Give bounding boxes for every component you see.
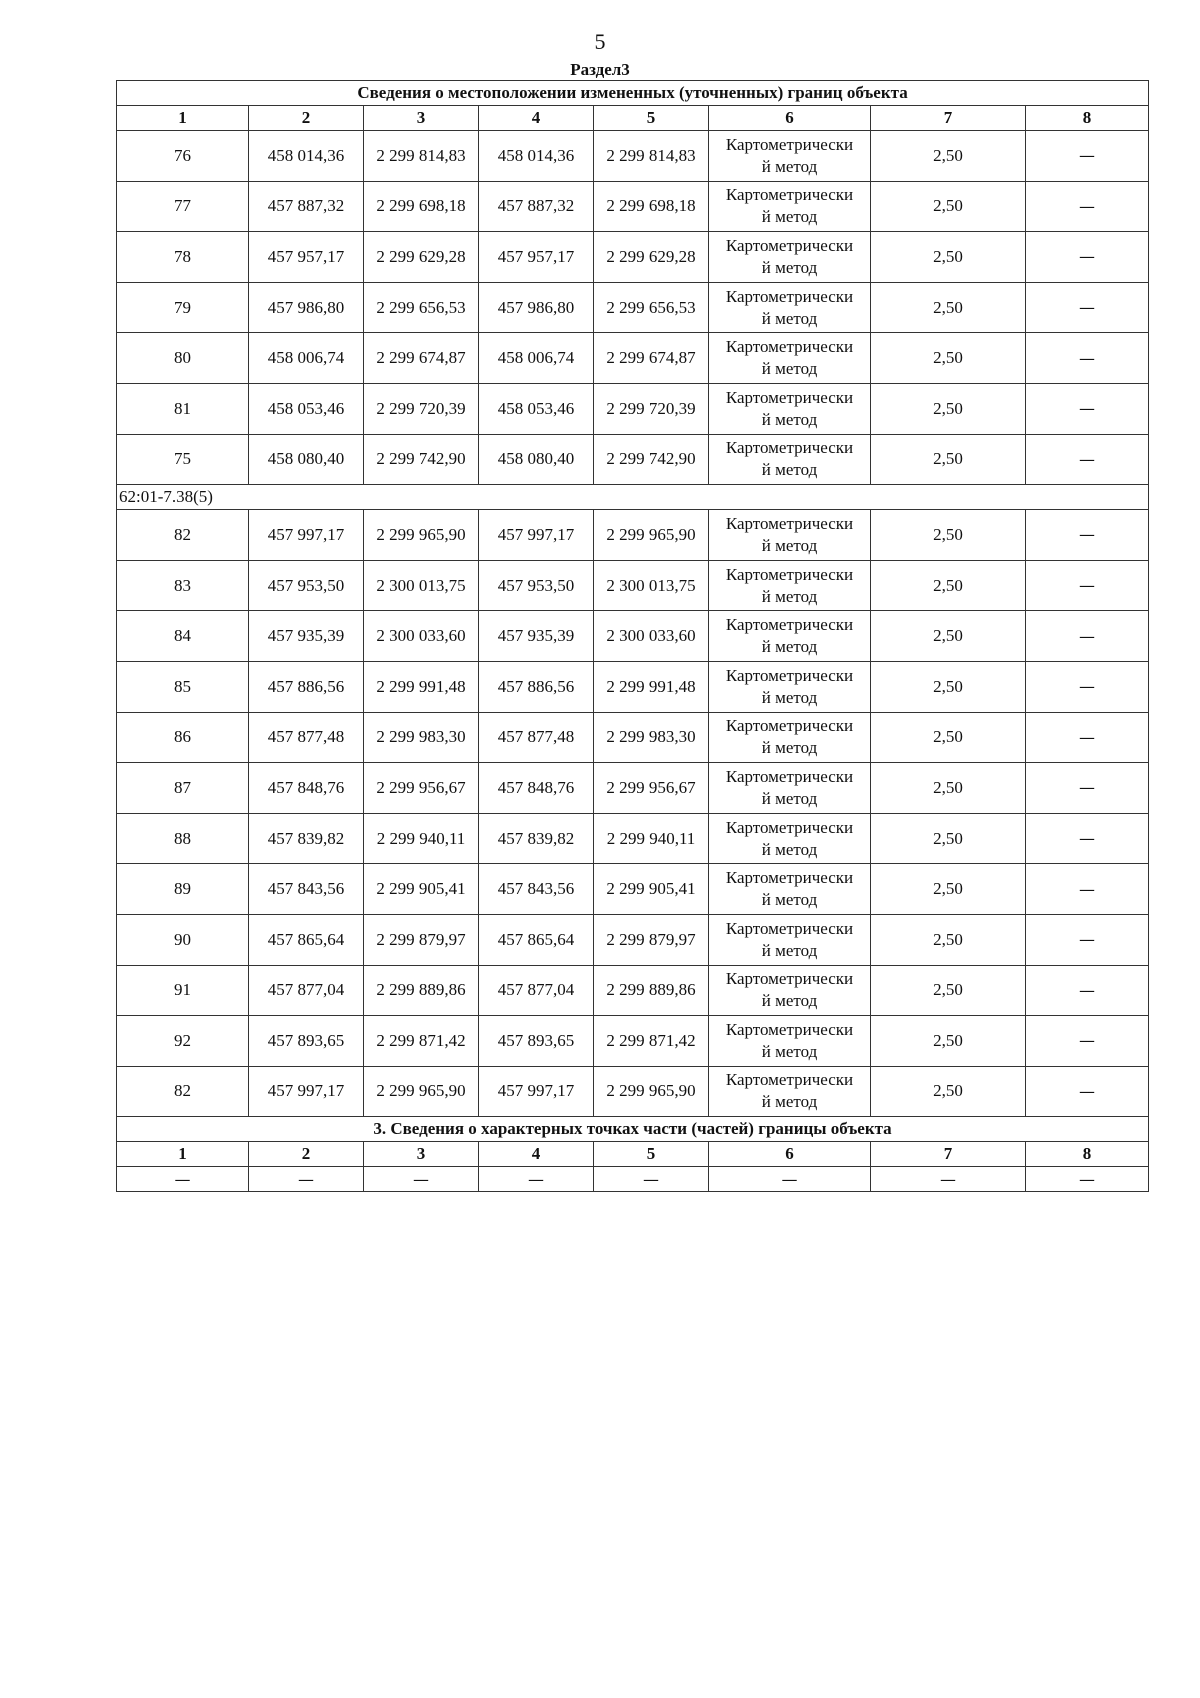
method-text-line1: Картометрически — [725, 387, 854, 407]
y-old: 2 299 656,53 — [364, 282, 479, 333]
table-row — [117, 965, 1149, 1016]
accuracy: 2,50 — [871, 712, 1026, 763]
y-old: 2 299 698,18 — [364, 181, 479, 232]
y-old: 2 299 965,90 — [364, 1066, 479, 1117]
contour-label: 62:01-7.38(5) — [117, 485, 1149, 510]
method-text-line2: й метод — [761, 308, 818, 328]
method-text-line1: Картометрически — [725, 235, 854, 255]
x-old: 457 843,56 — [249, 864, 364, 915]
y-new: 2 299 871,42 — [594, 1016, 709, 1067]
point-number: 85 — [117, 661, 249, 712]
method-cell — [709, 560, 871, 611]
method-cell — [709, 661, 871, 712]
table-row — [117, 661, 1149, 712]
method-cell — [709, 131, 871, 182]
method-cell — [709, 763, 871, 814]
y-old: 2 300 013,75 — [364, 560, 479, 611]
contour-label-row — [117, 485, 1149, 510]
point-number: 87 — [117, 763, 249, 814]
x-old: 458 014,36 — [249, 131, 364, 182]
x-new: 457 886,56 — [479, 661, 594, 712]
description: — — [1026, 1016, 1149, 1067]
x-old: 457 865,64 — [249, 914, 364, 965]
point-number: 82 — [117, 1066, 249, 1117]
column-header: 3 — [364, 106, 479, 131]
method-cell — [709, 1066, 871, 1117]
table-row — [117, 864, 1149, 915]
x-old: 457 877,48 — [249, 712, 364, 763]
method-cell — [709, 712, 871, 763]
column-header: 6 — [709, 1142, 871, 1167]
column-header: 5 — [594, 1142, 709, 1167]
description: — — [1026, 181, 1149, 232]
x-new: 458 053,46 — [479, 383, 594, 434]
y-old: 2 299 940,11 — [364, 813, 479, 864]
description: — — [1026, 914, 1149, 965]
method-text-line1: Картометрически — [725, 615, 854, 635]
y-new: 2 299 814,83 — [594, 131, 709, 182]
accuracy: 2,50 — [871, 383, 1026, 434]
empty-cell: — — [871, 1167, 1026, 1192]
method-text-line1: Картометрически — [725, 665, 854, 685]
description: — — [1026, 282, 1149, 333]
x-new: 457 848,76 — [479, 763, 594, 814]
point-number: 89 — [117, 864, 249, 915]
x-new: 457 887,32 — [479, 181, 594, 232]
method-text-line1: Картометрически — [725, 817, 854, 837]
table-row — [117, 232, 1149, 283]
accuracy: 2,50 — [871, 914, 1026, 965]
method-cell — [709, 914, 871, 965]
y-old: 2 299 956,67 — [364, 763, 479, 814]
method-cell — [709, 333, 871, 384]
column-header: 6 — [709, 106, 871, 131]
point-number: 80 — [117, 333, 249, 384]
y-new: 2 299 991,48 — [594, 661, 709, 712]
y-new: 2 299 656,53 — [594, 282, 709, 333]
y-old: 2 299 889,86 — [364, 965, 479, 1016]
y-new: 2 299 674,87 — [594, 333, 709, 384]
method-cell — [709, 510, 871, 561]
accuracy: 2,50 — [871, 181, 1026, 232]
method-cell — [709, 434, 871, 485]
accuracy: 2,50 — [871, 1016, 1026, 1067]
method-cell — [709, 1016, 871, 1067]
description: — — [1026, 1066, 1149, 1117]
point-number: 83 — [117, 560, 249, 611]
y-new: 2 299 905,41 — [594, 864, 709, 915]
method-text-line1: Картометрически — [725, 1070, 854, 1090]
x-new: 457 997,17 — [479, 510, 594, 561]
point-number: 76 — [117, 131, 249, 182]
method-text-line2: й метод — [761, 207, 818, 227]
method-text-line1: Картометрически — [725, 185, 854, 205]
x-old: 457 935,39 — [249, 611, 364, 662]
x-old: 458 053,46 — [249, 383, 364, 434]
method-text-line1: Картометрически — [725, 868, 854, 888]
y-old: 2 299 814,83 — [364, 131, 479, 182]
column-header: 4 — [479, 1142, 594, 1167]
column-header: 1 — [117, 106, 249, 131]
empty-cell: — — [1026, 1167, 1149, 1192]
section3-header-row — [117, 1142, 1149, 1167]
method-text-line2: й метод — [761, 839, 818, 859]
point-number: 78 — [117, 232, 249, 283]
table-row — [117, 181, 1149, 232]
y-old: 2 299 983,30 — [364, 712, 479, 763]
empty-cell: — — [594, 1167, 709, 1192]
method-cell — [709, 383, 871, 434]
column-header: 5 — [594, 106, 709, 131]
method-text-line2: й метод — [761, 991, 818, 1011]
method-text-line2: й метод — [761, 940, 818, 960]
y-old: 2 299 629,28 — [364, 232, 479, 283]
table-caption-row — [117, 81, 1149, 106]
x-old: 457 877,04 — [249, 965, 364, 1016]
method-text-line2: й метод — [761, 1041, 818, 1061]
method-text-line2: й метод — [761, 156, 818, 176]
y-new: 2 299 742,90 — [594, 434, 709, 485]
y-new: 2 299 879,97 — [594, 914, 709, 965]
description: — — [1026, 661, 1149, 712]
method-text-line1: Картометрически — [725, 564, 854, 584]
x-old: 457 953,50 — [249, 560, 364, 611]
table-row — [117, 712, 1149, 763]
table-row — [117, 611, 1149, 662]
method-cell — [709, 864, 871, 915]
empty-cell: — — [249, 1167, 364, 1192]
accuracy: 2,50 — [871, 434, 1026, 485]
x-new: 457 839,82 — [479, 813, 594, 864]
table-caption: Сведения о местоположении измененных (уточненных) границ объекта — [117, 81, 1149, 106]
y-new: 2 299 965,90 — [594, 1066, 709, 1117]
table-row — [117, 560, 1149, 611]
table-row — [117, 383, 1149, 434]
point-number: 82 — [117, 510, 249, 561]
table-row — [117, 434, 1149, 485]
table-body — [117, 81, 1149, 1192]
point-number: 91 — [117, 965, 249, 1016]
section3-caption: 3. Сведения о характерных точках части (частей) границы объекта — [117, 1117, 1149, 1142]
method-cell — [709, 965, 871, 1016]
accuracy: 2,50 — [871, 864, 1026, 915]
description: — — [1026, 712, 1149, 763]
description: — — [1026, 560, 1149, 611]
method-text-line2: й метод — [761, 637, 818, 657]
description: — — [1026, 965, 1149, 1016]
y-old: 2 300 033,60 — [364, 611, 479, 662]
point-number: 75 — [117, 434, 249, 485]
x-new: 457 953,50 — [479, 560, 594, 611]
accuracy: 2,50 — [871, 333, 1026, 384]
y-old: 2 299 720,39 — [364, 383, 479, 434]
y-new: 2 300 033,60 — [594, 611, 709, 662]
x-new: 457 935,39 — [479, 611, 594, 662]
description: — — [1026, 813, 1149, 864]
table-row — [117, 131, 1149, 182]
y-new: 2 299 956,67 — [594, 763, 709, 814]
point-number: 81 — [117, 383, 249, 434]
accuracy: 2,50 — [871, 611, 1026, 662]
x-new: 457 893,65 — [479, 1016, 594, 1067]
point-number: 86 — [117, 712, 249, 763]
x-old: 457 893,65 — [249, 1016, 364, 1067]
accuracy: 2,50 — [871, 131, 1026, 182]
section3-caption-row — [117, 1117, 1149, 1142]
y-old: 2 299 905,41 — [364, 864, 479, 915]
method-text-line1: Картометрически — [725, 969, 854, 989]
table-row — [117, 813, 1149, 864]
accuracy: 2,50 — [871, 813, 1026, 864]
x-new: 457 843,56 — [479, 864, 594, 915]
method-text-line1: Картометрически — [725, 918, 854, 938]
empty-cell: — — [709, 1167, 871, 1192]
method-cell — [709, 181, 871, 232]
accuracy: 2,50 — [871, 282, 1026, 333]
table-row — [117, 510, 1149, 561]
y-old: 2 299 991,48 — [364, 661, 479, 712]
method-text-line2: й метод — [761, 460, 818, 480]
x-old: 457 957,17 — [249, 232, 364, 283]
x-new: 458 006,74 — [479, 333, 594, 384]
accuracy: 2,50 — [871, 1066, 1026, 1117]
column-header: 8 — [1026, 1142, 1149, 1167]
accuracy: 2,50 — [871, 560, 1026, 611]
accuracy: 2,50 — [871, 510, 1026, 561]
empty-cell: — — [117, 1167, 249, 1192]
y-old: 2 299 871,42 — [364, 1016, 479, 1067]
table-row — [117, 1066, 1149, 1117]
column-header-row — [117, 106, 1149, 131]
x-old: 458 080,40 — [249, 434, 364, 485]
method-text-line1: Картометрически — [725, 513, 854, 533]
method-cell — [709, 282, 871, 333]
x-old: 457 997,17 — [249, 510, 364, 561]
x-old: 457 839,82 — [249, 813, 364, 864]
empty-cell: — — [364, 1167, 479, 1192]
column-header: 7 — [871, 106, 1026, 131]
y-old: 2 299 965,90 — [364, 510, 479, 561]
boundary-points-table — [116, 80, 1149, 1192]
x-new: 457 865,64 — [479, 914, 594, 965]
x-old: 457 848,76 — [249, 763, 364, 814]
accuracy: 2,50 — [871, 763, 1026, 814]
method-cell — [709, 813, 871, 864]
method-text-line2: й метод — [761, 890, 818, 910]
page-number: 5 — [594, 29, 606, 54]
column-header: 8 — [1026, 106, 1149, 131]
column-header: 2 — [249, 106, 364, 131]
column-header: 2 — [249, 1142, 364, 1167]
point-number: 90 — [117, 914, 249, 965]
y-old: 2 299 674,87 — [364, 333, 479, 384]
y-new: 2 299 940,11 — [594, 813, 709, 864]
x-old: 458 006,74 — [249, 333, 364, 384]
table-row — [117, 282, 1149, 333]
method-text-line2: й метод — [761, 535, 818, 555]
table-row — [117, 763, 1149, 814]
method-text-line1: Картометрически — [725, 766, 854, 786]
description: — — [1026, 434, 1149, 485]
description: — — [1026, 232, 1149, 283]
x-old: 457 997,17 — [249, 1066, 364, 1117]
table-row — [117, 914, 1149, 965]
method-text-line2: й метод — [761, 1092, 818, 1112]
method-text-line1: Картометрически — [725, 1019, 854, 1039]
method-text-line2: й метод — [761, 687, 818, 707]
y-new: 2 299 983,30 — [594, 712, 709, 763]
description: — — [1026, 383, 1149, 434]
method-text-line2: й метод — [761, 738, 818, 758]
y-new: 2 300 013,75 — [594, 560, 709, 611]
x-old: 457 986,80 — [249, 282, 364, 333]
point-number: 88 — [117, 813, 249, 864]
method-text-line2: й метод — [761, 788, 818, 808]
x-new: 457 986,80 — [479, 282, 594, 333]
section-title: Раздел3 — [570, 60, 630, 79]
accuracy: 2,50 — [871, 661, 1026, 712]
x-new: 458 014,36 — [479, 131, 594, 182]
y-new: 2 299 965,90 — [594, 510, 709, 561]
method-text-line2: й метод — [761, 257, 818, 277]
y-new: 2 299 698,18 — [594, 181, 709, 232]
method-text-line1: Картометрически — [725, 134, 854, 154]
method-cell — [709, 611, 871, 662]
x-old: 457 887,32 — [249, 181, 364, 232]
description: — — [1026, 864, 1149, 915]
method-text-line1: Картометрически — [725, 286, 854, 306]
x-new: 458 080,40 — [479, 434, 594, 485]
accuracy: 2,50 — [871, 965, 1026, 1016]
table-row — [117, 333, 1149, 384]
section3-empty-row — [117, 1167, 1149, 1192]
empty-cell: — — [479, 1167, 594, 1192]
method-text-line1: Картометрически — [725, 716, 854, 736]
point-number: 79 — [117, 282, 249, 333]
description: — — [1026, 763, 1149, 814]
description: — — [1026, 131, 1149, 182]
column-header: 4 — [479, 106, 594, 131]
column-header: 7 — [871, 1142, 1026, 1167]
method-text-line1: Картометрически — [725, 438, 854, 458]
x-new: 457 957,17 — [479, 232, 594, 283]
y-old: 2 299 742,90 — [364, 434, 479, 485]
table-row — [117, 1016, 1149, 1067]
point-number: 84 — [117, 611, 249, 662]
y-old: 2 299 879,97 — [364, 914, 479, 965]
y-new: 2 299 720,39 — [594, 383, 709, 434]
method-cell — [709, 232, 871, 283]
y-new: 2 299 889,86 — [594, 965, 709, 1016]
method-text-line2: й метод — [761, 359, 818, 379]
description: — — [1026, 611, 1149, 662]
point-number: 77 — [117, 181, 249, 232]
method-text-line2: й метод — [761, 409, 818, 429]
x-old: 457 886,56 — [249, 661, 364, 712]
y-new: 2 299 629,28 — [594, 232, 709, 283]
point-number: 92 — [117, 1016, 249, 1067]
method-text-line1: Картометрически — [725, 337, 854, 357]
accuracy: 2,50 — [871, 232, 1026, 283]
method-text-line2: й метод — [761, 586, 818, 606]
description: — — [1026, 510, 1149, 561]
description: — — [1026, 333, 1149, 384]
x-new: 457 877,04 — [479, 965, 594, 1016]
column-header: 1 — [117, 1142, 249, 1167]
column-header: 3 — [364, 1142, 479, 1167]
x-new: 457 997,17 — [479, 1066, 594, 1117]
x-new: 457 877,48 — [479, 712, 594, 763]
